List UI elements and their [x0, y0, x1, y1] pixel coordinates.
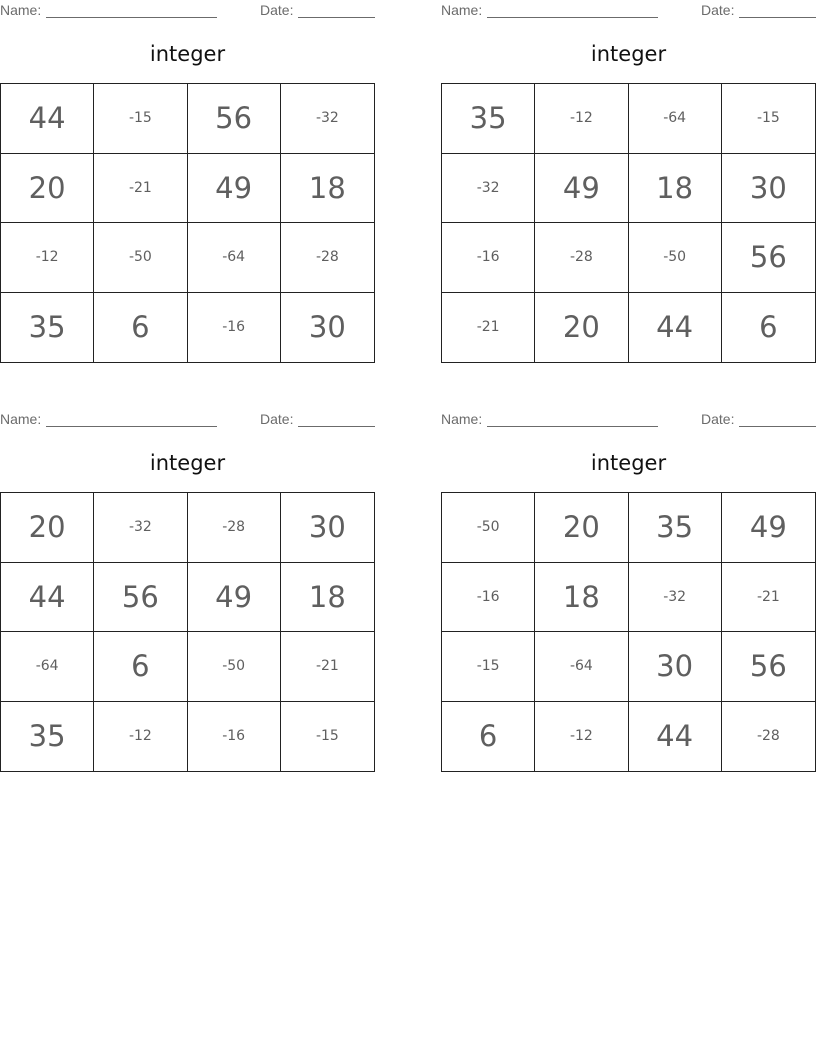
grid-cell: -21	[281, 632, 374, 702]
name-line	[46, 426, 217, 427]
grid-cell: 30	[308, 310, 346, 345]
date-label: Date:	[701, 411, 735, 427]
grid-cell: -64	[188, 223, 281, 293]
grid-cell: -15	[722, 84, 815, 154]
date-line	[739, 426, 816, 427]
grid-cell: -28	[756, 728, 780, 745]
grid-cell: 6	[94, 293, 187, 363]
card-title: integer	[149, 42, 226, 66]
grid-cell: 44	[1, 563, 94, 633]
grid-cell: -16	[188, 293, 281, 363]
grid-cell: 35	[629, 493, 722, 563]
grid-cell: -50	[442, 493, 535, 563]
grid-cell: -64	[629, 84, 722, 154]
grid-cell: 18	[535, 563, 628, 633]
card-title: integer	[149, 451, 226, 475]
grid-cell: -32	[442, 154, 535, 224]
grid-cell: 18	[629, 154, 722, 224]
grid-cell: 30	[722, 154, 815, 224]
grid-cell: -50	[94, 223, 187, 293]
grid-cell: 6	[442, 702, 535, 772]
card-header	[441, 411, 816, 429]
grid-cell: 49	[188, 154, 281, 224]
grid-cell: -21	[94, 154, 187, 224]
grid-cell: -16	[188, 702, 281, 772]
name-line	[487, 17, 658, 18]
grid-cell: -16	[442, 223, 535, 293]
grid-cell: 20	[1, 154, 94, 224]
card-header	[0, 411, 375, 429]
bingo-grid	[0, 492, 375, 772]
grid-cell: 49	[188, 563, 281, 633]
grid-cell: -50	[188, 632, 281, 702]
grid-cell: -28	[188, 493, 281, 563]
grid-cell: 18	[281, 154, 374, 224]
card-title: integer	[590, 451, 667, 475]
grid-cell: 30	[281, 493, 374, 563]
grid-cell: 18	[281, 563, 374, 633]
card-title: integer	[590, 42, 667, 66]
name-label: Name:	[0, 2, 42, 18]
grid-cell: 44	[629, 293, 722, 363]
grid-cell: -28	[535, 223, 628, 293]
date-label: Date:	[260, 411, 294, 427]
name-line	[487, 426, 658, 427]
date-line	[298, 17, 375, 18]
grid-cell: -21	[442, 293, 535, 363]
grid-cell: -64	[1, 632, 94, 702]
grid-cell: -21	[722, 563, 815, 633]
grid-cell: 49	[535, 154, 628, 224]
bingo-grid	[0, 83, 375, 363]
name-line	[46, 17, 217, 18]
grid-cell: -32	[629, 563, 722, 633]
card-header	[0, 2, 375, 20]
grid-cell: 30	[629, 632, 722, 702]
grid-cell: 49	[722, 493, 815, 563]
grid-cell: 56	[94, 563, 187, 633]
grid-cell: 20	[535, 293, 628, 363]
grid-cell: -32	[94, 493, 187, 563]
bingo-grid	[441, 492, 816, 772]
name-label: Name:	[441, 2, 483, 18]
name-label: Name:	[441, 411, 483, 427]
name-label: Name:	[0, 411, 42, 427]
grid-cell: -28	[281, 223, 374, 293]
grid-cell: -16	[442, 563, 535, 633]
date-line	[298, 426, 375, 427]
grid-cell: 35	[1, 293, 94, 363]
grid-cell: 44	[1, 84, 94, 154]
grid-cell: -12	[94, 702, 187, 772]
grid-cell: -12	[1, 223, 94, 293]
grid-cell: 56	[722, 632, 815, 702]
grid-cell: 20	[535, 493, 628, 563]
grid-cell: 56	[722, 223, 815, 293]
grid-cell: -15	[94, 84, 187, 154]
grid-cell: -15	[315, 728, 339, 745]
date-label: Date:	[701, 2, 735, 18]
date-line	[739, 17, 816, 18]
bingo-grid	[441, 83, 816, 363]
grid-cell: 35	[442, 84, 535, 154]
grid-cell: 56	[188, 84, 281, 154]
grid-cell: -32	[281, 84, 374, 154]
grid-cell: 44	[629, 702, 722, 772]
grid-cell: 6	[94, 632, 187, 702]
card-header	[441, 2, 816, 20]
grid-cell: -64	[535, 632, 628, 702]
date-label: Date:	[260, 2, 294, 18]
grid-cell: -50	[629, 223, 722, 293]
grid-cell: -12	[535, 84, 628, 154]
grid-cell: 35	[1, 702, 94, 772]
grid-cell: -15	[442, 632, 535, 702]
grid-cell: 20	[1, 493, 94, 563]
grid-cell: 6	[759, 310, 778, 345]
grid-cell: -12	[535, 702, 628, 772]
